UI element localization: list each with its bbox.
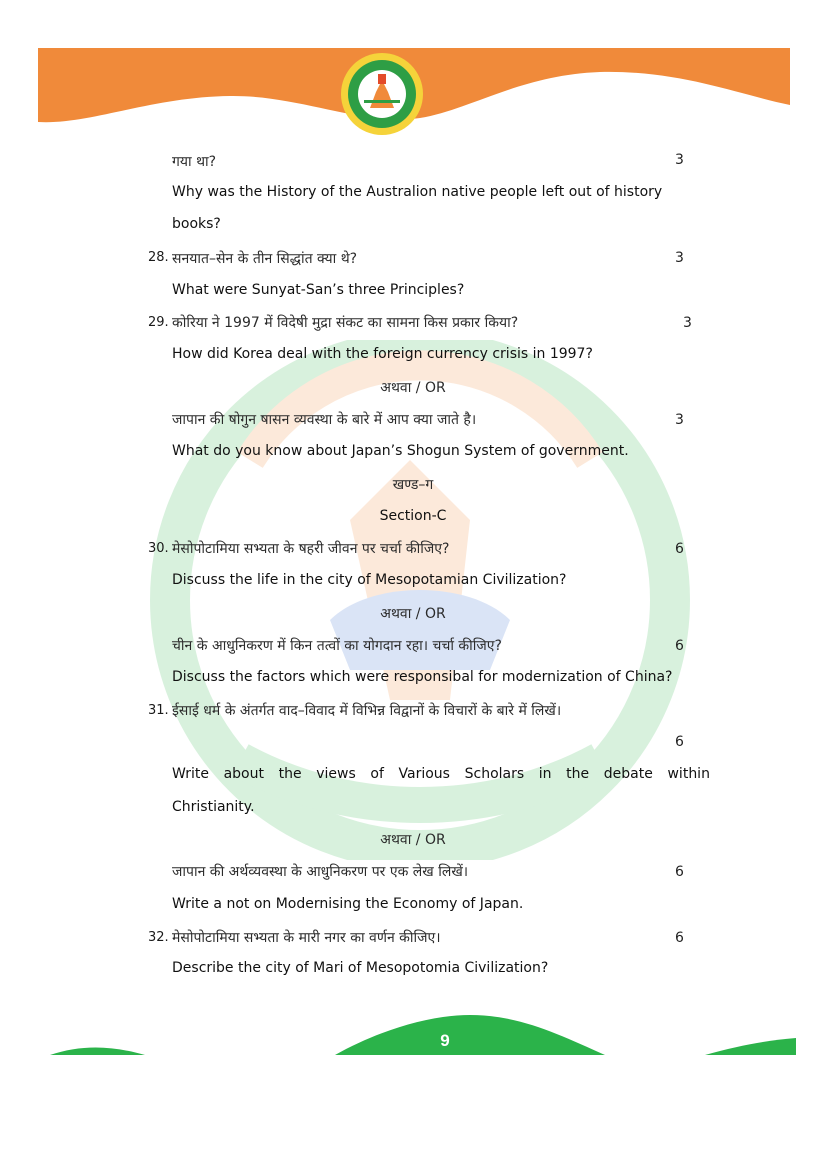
q29-marks: 3	[683, 315, 692, 331]
footer-wave	[0, 1000, 826, 1070]
q30b-english: Discuss the factors which were responsibal for modernization of China?	[172, 669, 673, 685]
q31-word: Scholars	[464, 766, 525, 782]
q31b-hindi: जापान की अर्थव्यवस्था के आधुनिकरण पर एक लेख लिखें।	[172, 864, 469, 880]
q30-hindi: मेसोपोटामिया सभ्यता के षहरी जीवन पर चर्चा कीजिए?	[172, 541, 450, 557]
q30-marks: 6	[675, 541, 684, 557]
q31-hindi: ईसाई धर्म के अंतर्गत वाद–विवाद में विभिन्न विद्वानों के विचारों के बारे में लिखें।	[172, 703, 562, 719]
page-number: 9	[426, 1027, 464, 1055]
q31-word: in	[538, 766, 552, 782]
q32-english: Describe the city of Mari of Mesopotomia Civilization?	[172, 960, 549, 976]
q31-word: within	[667, 766, 710, 782]
q31-marks: 6	[675, 734, 684, 750]
q31-word: about	[223, 766, 264, 782]
board-logo-icon	[340, 52, 424, 136]
q29-hindi: कोरिया ने 1997 में विदेषी मुद्रा संकट का सामना किस प्रकार किया?	[172, 315, 519, 331]
q30b-hindi: चीन के आधुनिकरण में किन तत्वों का योगदान रहा। चर्चा कीजिए?	[172, 638, 502, 654]
q31-word: the	[278, 766, 302, 782]
q27-hindi-tail: गया था?	[172, 154, 217, 170]
q31-word: the	[566, 766, 590, 782]
q31b-english: Write a not on Modernising the Economy of Japan.	[172, 896, 524, 912]
q31-word: of	[370, 766, 384, 782]
q27-english-line2: books?	[172, 216, 221, 232]
q31-number: 31.	[148, 703, 169, 718]
q31-english-line1	[172, 766, 710, 782]
q29b-english: What do you know about Japan’s Shogun System of government.	[172, 443, 629, 459]
q29b-marks: 3	[675, 412, 684, 428]
q31-word: Write	[172, 766, 209, 782]
or-divider-2: अथवा / OR	[380, 606, 446, 622]
q30-english: Discuss the life in the city of Mesopotamian Civilization?	[172, 572, 567, 588]
q27-english-text: Why was the History of the Australion native people left out of history	[172, 184, 663, 200]
q32-marks: 6	[675, 930, 684, 946]
q30-number: 30.	[148, 541, 169, 556]
q31-word: debate	[603, 766, 653, 782]
or-divider-1: अथवा / OR	[380, 380, 446, 396]
q27-marks: 3	[675, 152, 684, 168]
q30b-marks: 6	[675, 638, 684, 654]
q31-word: views	[316, 766, 356, 782]
q31-word: Various	[398, 766, 450, 782]
q28-marks: 3	[675, 250, 684, 266]
q28-english: What were Sunyat-San’s three Principles?	[172, 282, 465, 298]
q32-hindi: मेसोपोटामिया सभ्यता के मारी नगर का वर्णन कीजिए।	[172, 930, 441, 946]
q29b-hindi: जापान की षोगुन षासन व्यवस्था के बारे में आप क्या जाते है।	[172, 412, 477, 428]
section-heading-hindi: खण्ड–ग	[392, 477, 434, 493]
q31-english-line2: Christianity.	[172, 799, 255, 815]
section-heading-english: Section-C	[379, 508, 447, 524]
q28-hindi: सनयात–सेन के तीन सिद्धांत क्या थे?	[172, 251, 358, 267]
q27-english-line1	[172, 184, 710, 200]
q29-english: How did Korea deal with the foreign currency crisis in 1997?	[172, 346, 593, 362]
q28-number: 28.	[148, 250, 169, 265]
q29-number: 29.	[148, 315, 169, 330]
q31b-marks: 6	[675, 864, 684, 880]
or-divider-3: अथवा / OR	[380, 832, 446, 848]
q32-number: 32.	[148, 930, 169, 945]
